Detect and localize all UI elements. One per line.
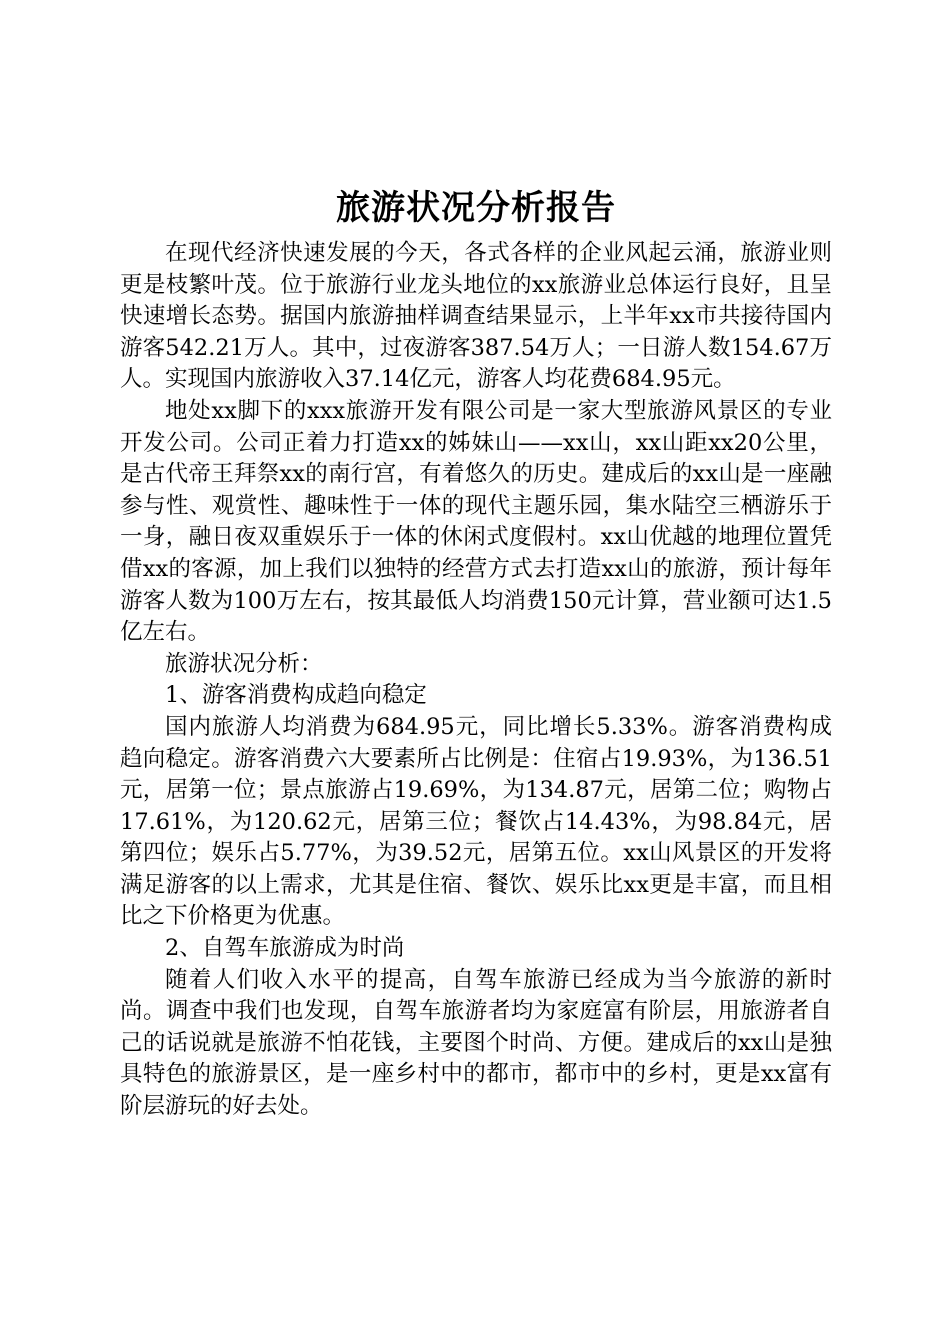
- section-heading-self-drive: 2、自驾车旅游成为时尚: [165, 935, 405, 962]
- company-paragraph: 地处xx脚下的xxx旅游开发有限公司是一家大型旅游风景区的专业开发公司。公司正着力打造xx的姊妹山——xx山，xx山距xx20公里，是古代帝王拜祭xx的南行宫，有着悠久的历史。建成后的xx山是一座融参与性、观赏性、趣味性于一体的现代主题乐园，集水陆空三栖游乐于一身，融日夜双重娱乐于一体的休闲式度假村。xx山优越的地理位置凭借xx的客源，加上我们以独特的经营方式去打造xx山的旅游，预计每年游客人数为100万左右，按其最低人均消费150元计算，营业额可达1.5亿左右。: [120, 397, 832, 646]
- section-body-self-drive: 随着人们收入水平的提高，自驾车旅游已经成为当今旅游的新时尚。调查中我们也发现，自驾车旅游者均为家庭富有阶层，用旅游者自己的话说就是旅游不怕花钱，主要图个时尚、方便。建成后的xx山是独具特色的旅游景区，是一座乡村中的都市，都市中的乡村，更是xx富有阶层游玩的好去处。: [120, 966, 832, 1120]
- intro-paragraph: 在现代经济快速发展的今天，各式各样的企业风起云涌，旅游业则更是枝繁叶茂。位于旅游行业龙头地位的xx旅游业总体运行良好，且呈快速增长态势。据国内旅游抽样调查结果显示，上半年xx市共接待国内游客542.21万人。其中，过夜游客387.54万人；一日游人数154.67万人。实现国内旅游收入37.14亿元，游客人均花费684.95元。: [120, 240, 832, 393]
- analysis-label: 旅游状况分析：: [165, 650, 323, 677]
- document-title: 旅游状况分析报告: [336, 188, 616, 228]
- section-body-consumption: 国内旅游人均消费为684.95元，同比增长5.33%。游客消费构成趋向稳定。游客消费六大要素所占比例是：住宿占19.93%，为136.51元，居第一位；景点旅游占19.69%，为134.87元，居第二位；购物占17.61%，为120.62元，居第三位；餐饮占14.43%，为98.84元，居第四位；娱乐占5.77%，为39.52元，居第五位。xx山风景区的开发将满足游客的以上需求，尤其是住宿、餐饮、娱乐比xx更是丰富，而且相比之下价格更为优惠。: [120, 713, 832, 930]
- document-page: [120, 178, 832, 1123]
- section-heading-consumption: 1、游客消费构成趋向稳定: [165, 682, 427, 709]
